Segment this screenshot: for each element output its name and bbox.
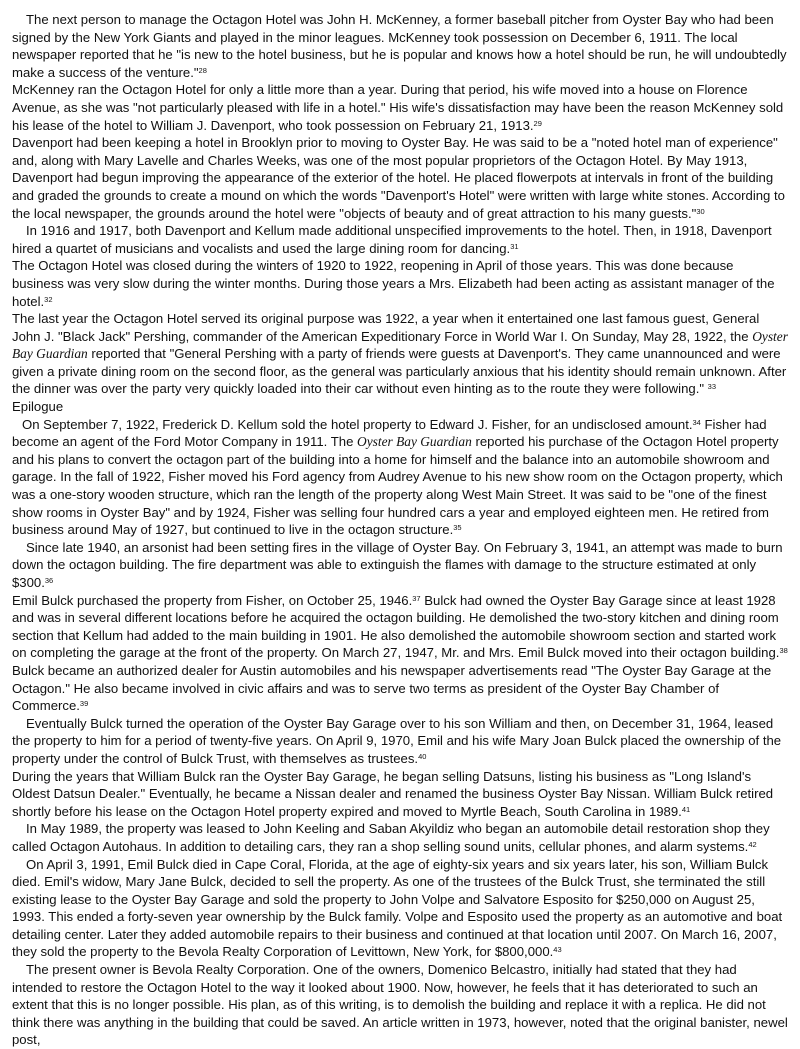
paragraph-text: The last year the Octagon Hotel served its original purpose was 1922, a year when it entertained one last famous guest, General John J. "Black Jack" Pershing, commander of the American Expeditionary Force in World War I. On Sunday, May 28, 1922, the bbox=[12, 311, 760, 344]
paragraph bbox=[12, 310, 788, 398]
paragraph bbox=[12, 715, 788, 768]
paragraph bbox=[12, 11, 788, 81]
footnote-marker: 37 bbox=[412, 593, 421, 603]
paragraph-text: reported that "General Pershing with a party of friends were guests at Davenport's. They came unannounced and were given a private dining room on the second floor, as the general was particularly anxious that his identity should remain unknown. After the dinner was over the party very quickly loaded into their car without even hinting as to the route they were following." bbox=[12, 346, 787, 397]
section-heading bbox=[12, 398, 788, 416]
paragraph bbox=[12, 768, 788, 821]
paragraph bbox=[12, 592, 788, 662]
paragraph-text: During the years that William Bulck ran the Oyster Bay Garage, he began selling Datsuns, listing his business as "Long Island's Oldest Datsun Dealer." Eventually, he became a Nissan dealer and renamed the business Oyster Bay Nissan. William Bulck retired shortly before his lease on the Octagon Hotel property expired and moved to Myrtle Beach, South Carolina in 1989. bbox=[12, 768, 774, 819]
footnote-marker: 38 bbox=[779, 646, 788, 656]
paragraph-text: On April 3, 1991, Emil Bulck died in Cape Coral, Florida, at the age of eighty-six years and six years later, his son, William Bulck died. Emil's widow, Mary Jane Bulck, decided to sell the property. As one of the trustees of the Bulck Trust, she terminated the still existing lease to the Oyster Bay Garage and sold the property to John Volpe and Salvatore Esposito for $250,000 on August 25, 1993. This ended a forty-seven year ownership by the Bulck family. Volpe and Esposito used the property as an automotive and boat detailing center. Later they added automobile repairs to their business and continued at that location until 2007. On March 16, 2007, they sold the property to the Bevola Realty Corporation of Levittown, New York, for $800,000. bbox=[12, 856, 783, 960]
paragraph-text: The present owner is Bevola Realty Corporation. One of the owners, Domenico Belcastro, initially had stated that they had intended to restore the Octagon Hotel to the way it looked about 1900. Now, however, he feels that it has deteriorated to such an extent that this is no longer possible. His plan, as of this writing, is to demolish the building and replace it with a replica. He did not think there was anything in the building that could be saved. An article written in 1973, however, noted that the original banister, newel post, bbox=[12, 962, 788, 1048]
footnote-marker: 39 bbox=[79, 699, 89, 709]
footnote-marker: 42 bbox=[748, 839, 757, 849]
paragraph-text: In May 1989, the property was leased to John Keeling and Saban Akyildiz who began an automobile detail restoration shop they called Octagon Autohaus. In addition to detailing cars, they ran a shop selling sound units, cellular phones, and alarm systems. bbox=[12, 821, 770, 854]
paragraph bbox=[12, 820, 788, 855]
footnote-marker: 31 bbox=[510, 241, 519, 251]
paragraph bbox=[12, 222, 788, 257]
footnote-marker: 28 bbox=[198, 65, 207, 75]
paragraph-text: Since late 1940, an arsonist had been setting fires in the village of Oyster Bay. On February 3, 1941, an attempt was made to burn down the octagon building. The fire department was able to extinguish the flames with damage to the structure estimated at only $300. bbox=[12, 539, 783, 590]
paragraph bbox=[12, 81, 788, 134]
footnote-marker: 41 bbox=[681, 804, 691, 814]
paragraph bbox=[12, 961, 788, 1049]
publication-title: Oyster Bay Guardian bbox=[12, 328, 788, 362]
paragraph-text: In 1916 and 1917, both Davenport and Kellum made additional unspecified improvements to the hotel. Then, in 1918, Davenport hired a quartet of musicians and vocalists and used the large dining room for dancing. bbox=[12, 223, 772, 256]
paragraph-text: Eventually Bulck turned the operation of the Oyster Bay Garage over to his son William and then, on December 31, 1964, leased the property to him for a period of twenty-five years. On April 9, 1970, Emil and his wife Mary Joan Bulck placed the ownership of the property under the control of Bulck Trust, with themselves as trustees. bbox=[12, 715, 782, 766]
publication-title: Oyster Bay Guardian bbox=[357, 434, 472, 450]
paragraph bbox=[12, 662, 788, 715]
paragraph-text: Bulck became an authorized dealer for Austin automobiles and his newspaper advertisements read "The Oyster Bay Garage at the Octagon." He also became involved in civic affairs and was to serve two terms as president of the Oyster Bay Chamber of Commerce. bbox=[12, 662, 772, 714]
paragraph-text: reported his purchase of the Octagon Hotel property and his plans to convert the octagon part of the building into a home for himself and the balance into an automobile showroom and garage. In the fall of 1922, Fisher moved his Ford agency from Audrey Avenue to his new show room on the Octagon property, which was a one-story wooden structure, which ran the length of the property along West Main Street. It was said to be "one of the finest show rooms in Oyster Bay" and by 1924, Fisher was selling four hundred cars a year and employed eighteen men. He retired from business around May of 1927, but continued to live in the octagon structure. bbox=[12, 434, 783, 538]
footnote-marker: 32 bbox=[44, 294, 53, 304]
paragraph bbox=[12, 856, 788, 962]
footnote-marker: 34 bbox=[692, 417, 701, 427]
paragraph-text: The Octagon Hotel was closed during the winters of 1920 to 1922, reopening in April of those years. This was done because business was very slow during the winter months. During those years a Mrs. Elizabeth had been acting as assistant manager of the hotel. bbox=[12, 258, 775, 309]
heading-text: Epilogue bbox=[12, 399, 64, 415]
footnote-marker: 43 bbox=[553, 945, 562, 955]
paragraph-text: Bulck had owned the Oyster Bay Garage since at least 1928 and was in several different locations before he acquired the octagon building. He demolished the two-story kitchen and dining room section that Kellum had added to the main building in 1901. He also demolished the automobile showroom section and started work on completing the garage at the front of the property. On March 27, 1947, Mr. and Mrs. Emil Bulck moved into their octagon building. bbox=[12, 592, 780, 661]
paragraph bbox=[12, 257, 788, 310]
paragraph-text: McKenney ran the Octagon Hotel for only a little more than a year. During that period, his wife moved into a house on Florence Avenue, as she was "not particularly pleased with life in a hotel." His wife's dissatisfaction may have been the reason McKenney sold his lease of the hotel to William J. Davenport, who took possession on February 21, 1913. bbox=[12, 82, 784, 133]
paragraph-text: Fisher had become an agent of the Ford Motor Company in 1911. The bbox=[12, 416, 767, 450]
paragraph-text: Emil Bulck purchased the property from Fisher, on October 25, 1946. bbox=[12, 592, 413, 608]
footnote-marker: 40 bbox=[418, 751, 427, 761]
footnote-marker: 33 bbox=[707, 382, 717, 392]
paragraph bbox=[12, 416, 788, 539]
paragraph-text: The next person to manage the Octagon Hotel was John H. McKenney, a former baseball pitcher from Oyster Bay who had been signed by the New York Giants and played in the minor leagues. McKenney took possession on December 6, 1911. The local newspaper reported that he "is new to the hotel business, but he is popular and knows how a hotel should be run, he will undoubtedly make a success of the venture." bbox=[12, 12, 787, 80]
footnote-marker: 29 bbox=[533, 118, 542, 128]
footnote-marker: 30 bbox=[696, 206, 705, 216]
paragraph-text: Davenport had been keeping a hotel in Brooklyn prior to moving to Oyster Bay. He was said to be a "noted hotel man of experience" and, along with Mary Lavelle and Charles Weeks, was one of the most popular proprietors of the Octagon Hotel. By May 1913, Davenport had begun improving the appearance of the exterior of the hotel. He placed flowerpots at intervals in front of the building and graded the grounds to create a mound on which the words "Davenport's Hotel" were written with large white stones. According to the local newspaper, the grounds around the hotel were "objects of beauty and of great attraction to his many guests." bbox=[12, 135, 785, 221]
paragraph bbox=[12, 134, 788, 222]
paragraph bbox=[12, 539, 788, 592]
paragraph-text: On September 7, 1922, Frederick D. Kellum sold the hotel property to Edward J. Fisher, for an undisclosed amount. bbox=[22, 416, 693, 432]
footnote-marker: 35 bbox=[453, 523, 462, 533]
footnote-marker: 36 bbox=[44, 576, 54, 585]
